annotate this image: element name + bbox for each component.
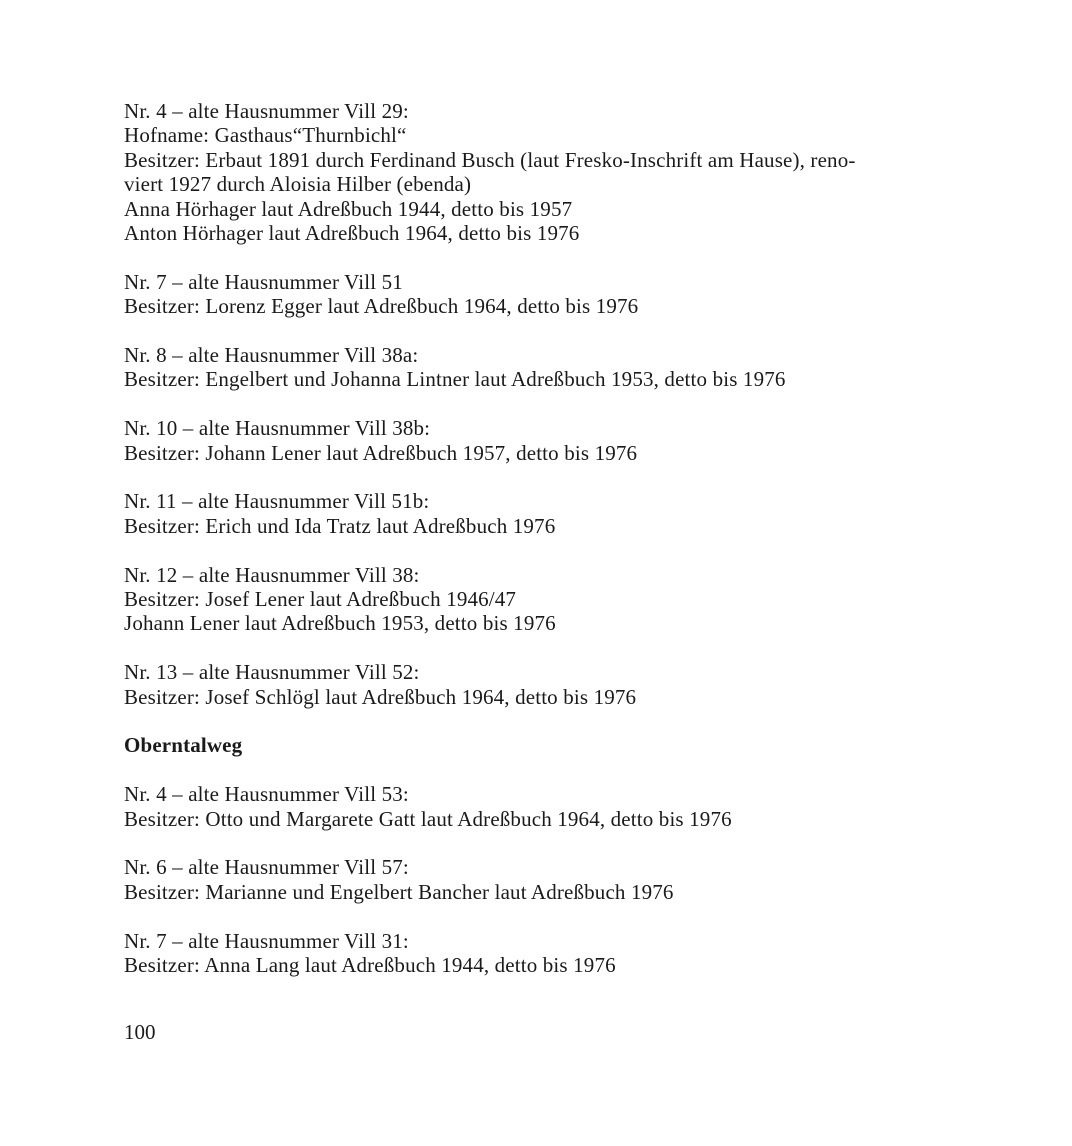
- entry-nr-7: [124, 270, 964, 319]
- page-body: [124, 99, 964, 1002]
- entry-title: Nr. 11 – alte Hausnummer Vill 51b:: [124, 489, 430, 514]
- entry-owner: Besitzer: Engelbert und Johanna Lintner laut Adreßbuch 1953, detto bis 1976: [124, 367, 786, 392]
- entry-owner-history: Anna Hörhager laut Adreßbuch 1944, detto bis 1957: [124, 196, 573, 221]
- page-number: 100: [124, 1020, 156, 1044]
- entry-owner: Besitzer: Anna Lang laut Adreßbuch 1944, detto bis 1976: [124, 953, 616, 978]
- entry-oberntalweg-nr-6: [124, 855, 964, 904]
- entry-owner: Besitzer: Marianne und Engelbert Bancher laut Adreßbuch 1976: [124, 879, 674, 904]
- entry-title: Nr. 12 – alte Hausnummer Vill 38:: [124, 562, 420, 587]
- entry-owner: Besitzer: Erich und Ida Tratz laut Adreßbuch 1976: [124, 513, 556, 538]
- entry-owner: Besitzer: Erbaut 1891 durch Ferdinand Busch (laut Fresko-Inschrift am Hause), reno-: [124, 147, 856, 172]
- entry-hofname: Hofname: Gasthaus“Thurnbichl“: [124, 123, 407, 148]
- entry-title: Nr. 10 – alte Hausnummer Vill 38b:: [124, 416, 431, 441]
- entry-title: Nr. 6 – alte Hausnummer Vill 57:: [124, 855, 409, 880]
- entry-nr-11: [124, 489, 964, 538]
- entry-nr-8: [124, 343, 964, 392]
- entry-owner: Besitzer: Lorenz Egger laut Adreßbuch 1964, detto bis 1976: [124, 294, 639, 319]
- entry-nr-13: [124, 660, 964, 709]
- entry-title: Nr. 4 – alte Hausnummer Vill 53:: [124, 782, 409, 807]
- entry-nr-12: [124, 563, 964, 636]
- entry-title: Nr. 7 – alte Hausnummer Vill 51: [124, 269, 403, 294]
- entry-nr-4: [124, 99, 964, 245]
- section-heading: Oberntalweg: [124, 733, 243, 758]
- entry-owner: Besitzer: Otto und Margarete Gatt laut Adreßbuch 1964, detto bis 1976: [124, 806, 732, 831]
- entry-owner-continued: viert 1927 durch Aloisia Hilber (ebenda): [124, 172, 472, 197]
- entry-owner-history: Anton Hörhager laut Adreßbuch 1964, detto bis 1976: [124, 221, 580, 246]
- entry-oberntalweg-nr-7: [124, 929, 964, 978]
- entry-title: Nr. 13 – alte Hausnummer Vill 52:: [124, 660, 420, 685]
- entry-title: Nr. 8 – alte Hausnummer Vill 38a:: [124, 343, 419, 368]
- entry-owner: Besitzer: Johann Lener laut Adreßbuch 1957, detto bis 1976: [124, 440, 638, 465]
- entry-owner: Besitzer: Josef Lener laut Adreßbuch 1946/47: [124, 587, 517, 612]
- entry-title: Nr. 7 – alte Hausnummer Vill 31:: [124, 928, 409, 953]
- entry-nr-10: [124, 416, 964, 465]
- entry-owner: Besitzer: Josef Schlögl laut Adreßbuch 1964, detto bis 1976: [124, 684, 637, 709]
- entry-owner-history: Johann Lener laut Adreßbuch 1953, detto bis 1976: [124, 611, 556, 636]
- entry-title: Nr. 4 – alte Hausnummer Vill 29:: [124, 99, 409, 123]
- entry-oberntalweg-nr-4: [124, 782, 964, 831]
